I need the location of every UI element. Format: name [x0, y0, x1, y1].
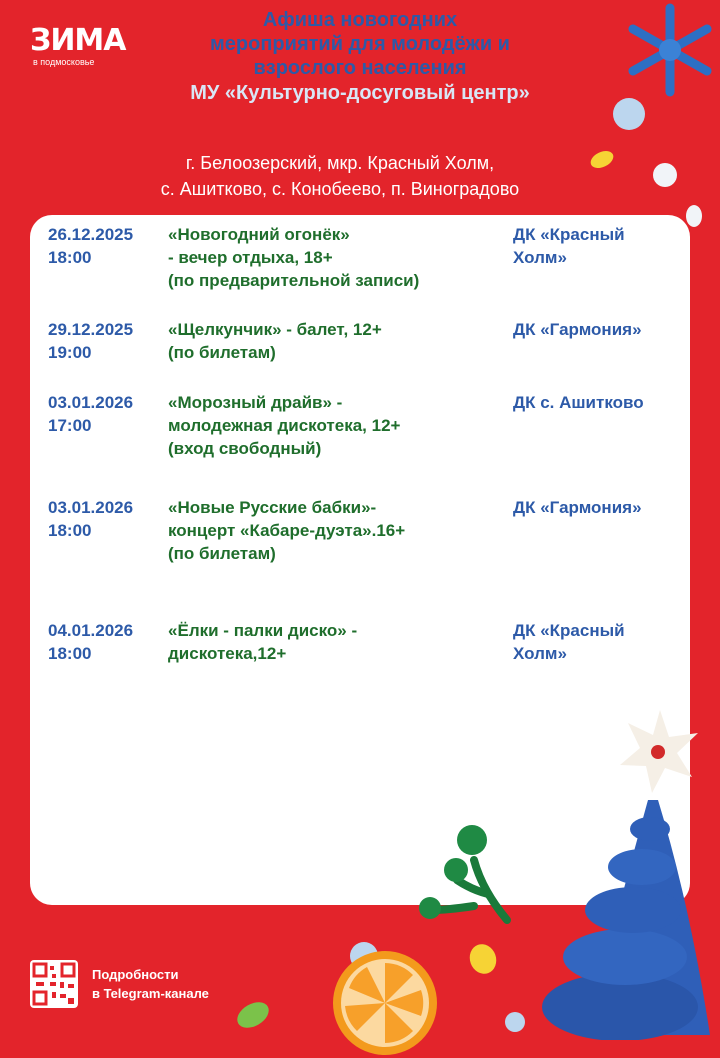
- logo-main-text: ЗИМА: [30, 23, 126, 58]
- event-place-line: ДК «Красный: [513, 621, 625, 640]
- event-desc-line: «Щелкунчик» - балет, 12+: [168, 320, 382, 339]
- event-time: 18:00: [48, 248, 92, 267]
- footer: [30, 960, 209, 1008]
- event-place-line: ДК с. Ашитково: [513, 393, 644, 412]
- event-desc-line: «Новогодний огонёк»: [168, 225, 350, 244]
- event-desc-line: концерт «Кабаре-дуэта».16+: [168, 521, 406, 540]
- confetti-dot: [686, 205, 702, 227]
- event-description: [168, 318, 498, 364]
- event-desc-line: (по билетам): [168, 343, 276, 362]
- event-description: [168, 496, 498, 565]
- footer-line: Подробности: [92, 967, 179, 982]
- address-line: г. Белоозерский, мкр. Красный Холм,: [185, 153, 495, 173]
- event-desc-line: (по предварительной записи): [168, 271, 420, 290]
- title-line: мероприятий для молодёжи и: [210, 33, 510, 55]
- title-line: Афиша новогодних: [262, 9, 458, 31]
- event-place-line: ДК «Гармония»: [513, 320, 642, 339]
- event-place-line: ДК «Гармония»: [513, 498, 642, 517]
- event-desc-line: (по билетам): [168, 544, 276, 563]
- confetti-dot: [466, 940, 501, 977]
- event-place-line: Холм»: [513, 248, 567, 267]
- event-date: 03.01.2026: [48, 393, 134, 412]
- telegram-link-text[interactable]: [92, 965, 209, 1003]
- event-place: [513, 223, 683, 269]
- event-datetime: [48, 318, 168, 364]
- berry-sprig-icon: [412, 820, 522, 930]
- event-desc-line: - вечер отдыха, 18+: [168, 248, 333, 267]
- event-place-line: ДК «Красный: [513, 225, 625, 244]
- event-desc-line: «Новые Русские бабки»-: [168, 498, 377, 517]
- event-place: [513, 496, 683, 519]
- event-desc-line: молодежная дискотека, 12+: [168, 416, 401, 435]
- event-datetime: [48, 496, 168, 542]
- qr-code-icon[interactable]: [30, 960, 78, 1008]
- event-description: [168, 223, 498, 292]
- event-place: [513, 619, 683, 665]
- poster-title: [0, 8, 720, 106]
- event-place: [513, 318, 683, 341]
- event-description: [168, 619, 498, 665]
- event-place: [513, 391, 683, 414]
- logo-sub-text: в подмосковье: [33, 57, 95, 67]
- event-date: 26.12.2025: [48, 225, 134, 244]
- address: [0, 150, 680, 202]
- event-place-line: Холм»: [513, 644, 567, 663]
- event-desc-line: дискотека,12+: [168, 644, 287, 663]
- organization-name: МУ «Культурно-досуговый центр»: [190, 82, 530, 104]
- event-desc-line: «Морозный драйв» -: [168, 393, 343, 412]
- event-datetime: [48, 223, 168, 269]
- title-line: взрослого населения: [253, 57, 467, 79]
- event-date: 04.01.2026: [48, 621, 134, 640]
- orange-slice-icon: [330, 948, 440, 1058]
- confetti-dot: [233, 997, 273, 1033]
- event-datetime: [48, 391, 168, 437]
- event-date: 29.12.2025: [48, 320, 134, 339]
- event-time: 17:00: [48, 416, 92, 435]
- address-line: с. Ашитково, с. Конобеево, п. Виноградово: [160, 179, 520, 199]
- event-time: 18:00: [48, 644, 92, 663]
- event-datetime: [48, 619, 168, 665]
- footer-line: в Telegram-канале: [92, 986, 209, 1001]
- christmas-tree-icon: [530, 705, 720, 1040]
- event-time: 19:00: [48, 343, 92, 362]
- event-desc-line: (вход свободный): [168, 439, 322, 458]
- event-description: [168, 391, 498, 460]
- confetti-dot: [505, 1012, 525, 1032]
- event-date: 03.01.2026: [48, 498, 134, 517]
- event-time: 18:00: [48, 521, 92, 540]
- event-desc-line: «Ёлки - палки диско» -: [168, 621, 358, 640]
